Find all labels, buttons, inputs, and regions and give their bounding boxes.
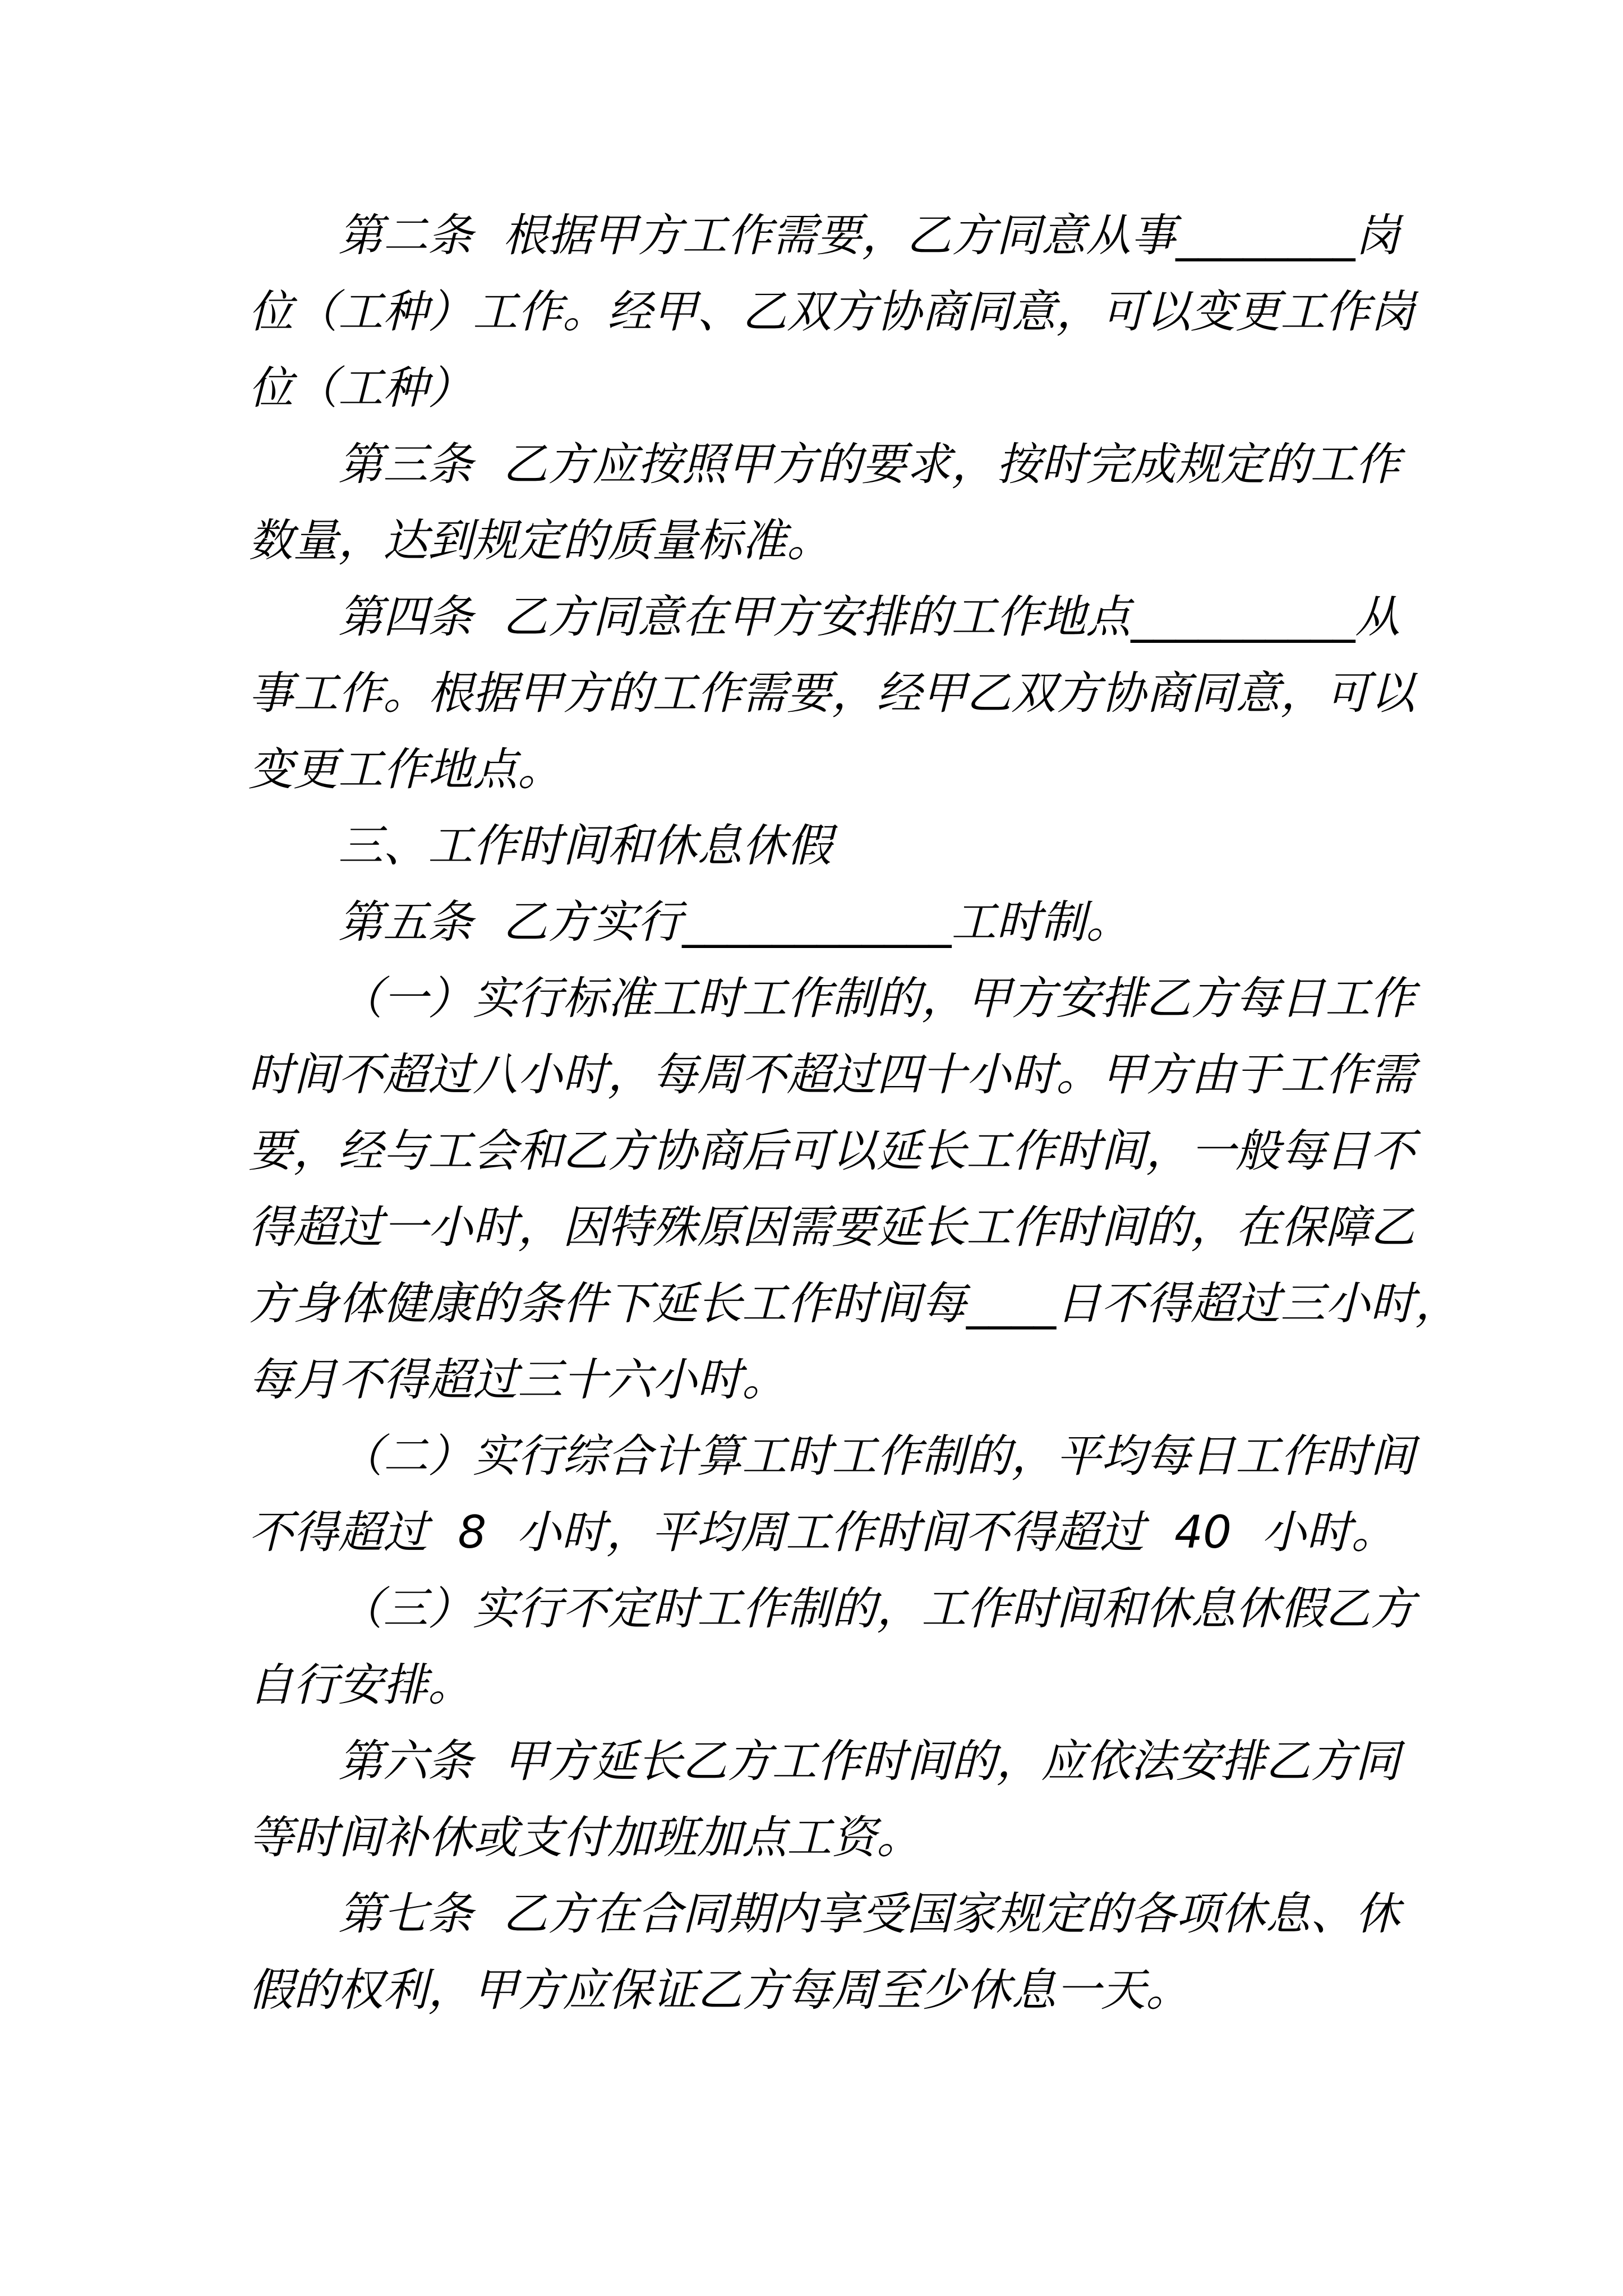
document-line: 位（工种）工作。经甲、乙双方协商同意，可以变更工作岗 [248,286,1415,338]
clause-line: 第七条 乙方在合同期内享受国家规定的各项休息、休 [338,1888,1400,1940]
clause-line: （三）实行不定时工作制的，工作时间和休息休假乙方 [338,1582,1415,1635]
document-line: 不得超过 8 小时，平均周工作时间不得超过 40 小时。 [248,1506,1396,1558]
clause-line: 第四条 乙方同意在甲方安排的工作地点__________从 [338,591,1400,643]
document-line: 每月不得超过三十六小时。 [248,1354,787,1406]
clause-line: 第六条 甲方延长乙方工作时间的，应依法安排乙方同 [338,1735,1400,1787]
clause-line: 第五条 乙方实行____________工时制。 [338,896,1131,948]
document-line: 变更工作地点。 [248,743,562,795]
document-line: 要，经与工会和乙方协商后可以延长工作时间，一般每日不 [248,1125,1415,1177]
document-line: 位（工种） [248,362,473,414]
clause-line: 第二条 根据甲方工作需要，乙方同意从事________岗 [338,209,1400,261]
document-line: 自行安排。 [248,1659,473,1711]
document-line: 假的权利，甲方应保证乙方每周至少休息一天。 [248,1964,1191,2016]
document-line: 数量，达到规定的质量标准。 [248,514,832,567]
document-line: 方身体健康的条件下延长工作时间每____日不得超过三小时， [248,1277,1460,1329]
clause-line: 第三条 乙方应按照甲方的要求，按时完成规定的工作 [338,438,1400,490]
section-heading: 三、工作时间和休息休假 [338,820,832,872]
document-line: 得超过一小时，因特殊原因需要延长工作时间的，在保障乙 [248,1201,1415,1253]
clause-line: （一）实行标准工时工作制的，甲方安排乙方每日工作 [338,972,1415,1024]
document-line: 时间不超过八小时，每周不超过四十小时。甲方由于工作需 [248,1048,1415,1101]
document-line: 事工作。根据甲方的工作需要，经甲乙双方协商同意，可以 [248,667,1415,719]
document-line: 等时间补休或支付加班加点工资。 [248,1811,921,1864]
clause-line: （二）实行综合计算工时工作制的，平均每日工作时间 [338,1430,1415,1482]
document-body [248,197,1460,2028]
